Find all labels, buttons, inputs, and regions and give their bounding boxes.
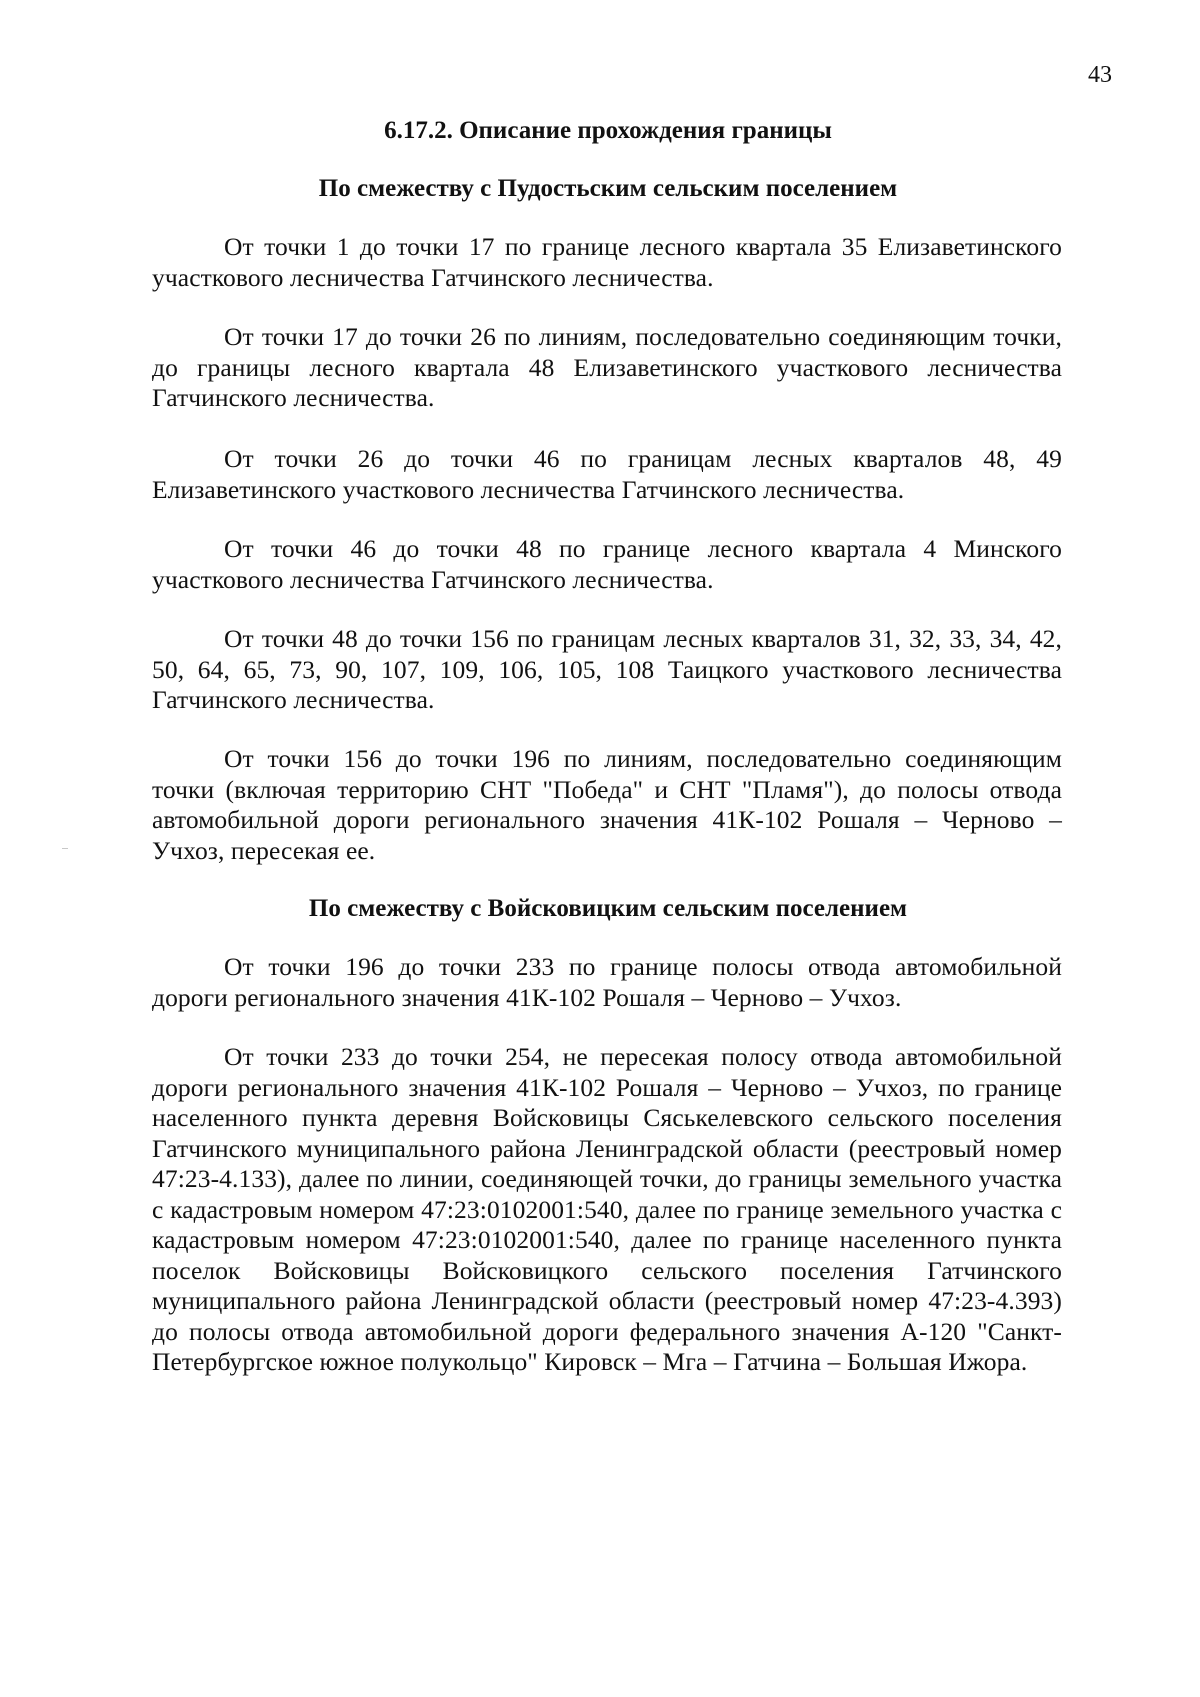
paragraph: От точки 46 до точки 48 по границе лесного квартала 4 Минского участкового лесничества Гатчинского лесничества. [152, 534, 1062, 594]
scan-artifact [62, 848, 68, 849]
page-number: 43 [1088, 62, 1112, 88]
paragraph: От точки 1 до точки 17 по границе лесного квартала 35 Елизаветинского участкового лесничества Гатчинского лесничества. [152, 232, 1062, 292]
paragraph: От точки 26 до точки 46 по границам лесных кварталов 48, 49 Елизаветинского участкового лесничества Гатчинского лесничества. [152, 444, 1062, 504]
section-title: 6.17.2. Описание прохождения границы [384, 117, 832, 144]
paragraph: От точки 196 до точки 233 по границе полосы отвода автомобильной дороги регионального значения 41К-102 Рошаля – Черново – Учхоз. [152, 952, 1062, 1012]
paragraph: От точки 156 до точки 196 по линиям, последовательно соединяющим точки (включая территорию СНТ "Победа" и СНТ "Пламя"), до полосы отвода автомобильной дороги регионального значения 41К-102 Рошаля – Черново – Учхоз, пересекая ее. [152, 744, 1062, 865]
paragraph: От точки 17 до точки 26 по линиям, последовательно соединяющим точки, до границы лесного квартала 48 Елизаветинского участкового лесничества Гатчинского лесничества. [152, 322, 1062, 412]
paragraph: От точки 233 до точки 254, не пересекая полосу отвода автомобильной дороги регионального значения 41К-102 Рошаля – Черново – Учхоз, по границе населенного пункта деревня Войсковицы Сяськелевского сельского поселения Гатчинского муниципального района Ленинградской области (реестровый номер 47:23-4.133), далее по линии, соединяющей точки, до границы земельного участка с кадастровым номером 47:23:0102001:540, далее по границе земельного участка с кадастровым номером 47:23:0102001:540, далее по границе населенного пункта поселок Войсковицы Войсковицкого сельского поселения Гатчинского муниципального района Ленинградской области (реестровый номер 47:23-4.393) до полосы отвода автомобильной дороги федерального значения А-120 "Санкт-Петербургское южное полукольцо" Кировск – Мга – Гатчина – Большая Ижора. [152, 1042, 1062, 1376]
section-heading-voiskovitsy: По смежеству с Войсковицким сельским поселением [308, 895, 908, 922]
section-heading-pudost: По смежеству с Пудостьским сельским поселением [318, 175, 898, 202]
paragraph: От точки 48 до точки 156 по границам лесных кварталов 31, 32, 33, 34, 42, 50, 64, 65, 73, 90, 107, 109, 106, 105, 108 Таицкого участкового лесничества Гатчинского лесничества. [152, 624, 1062, 714]
